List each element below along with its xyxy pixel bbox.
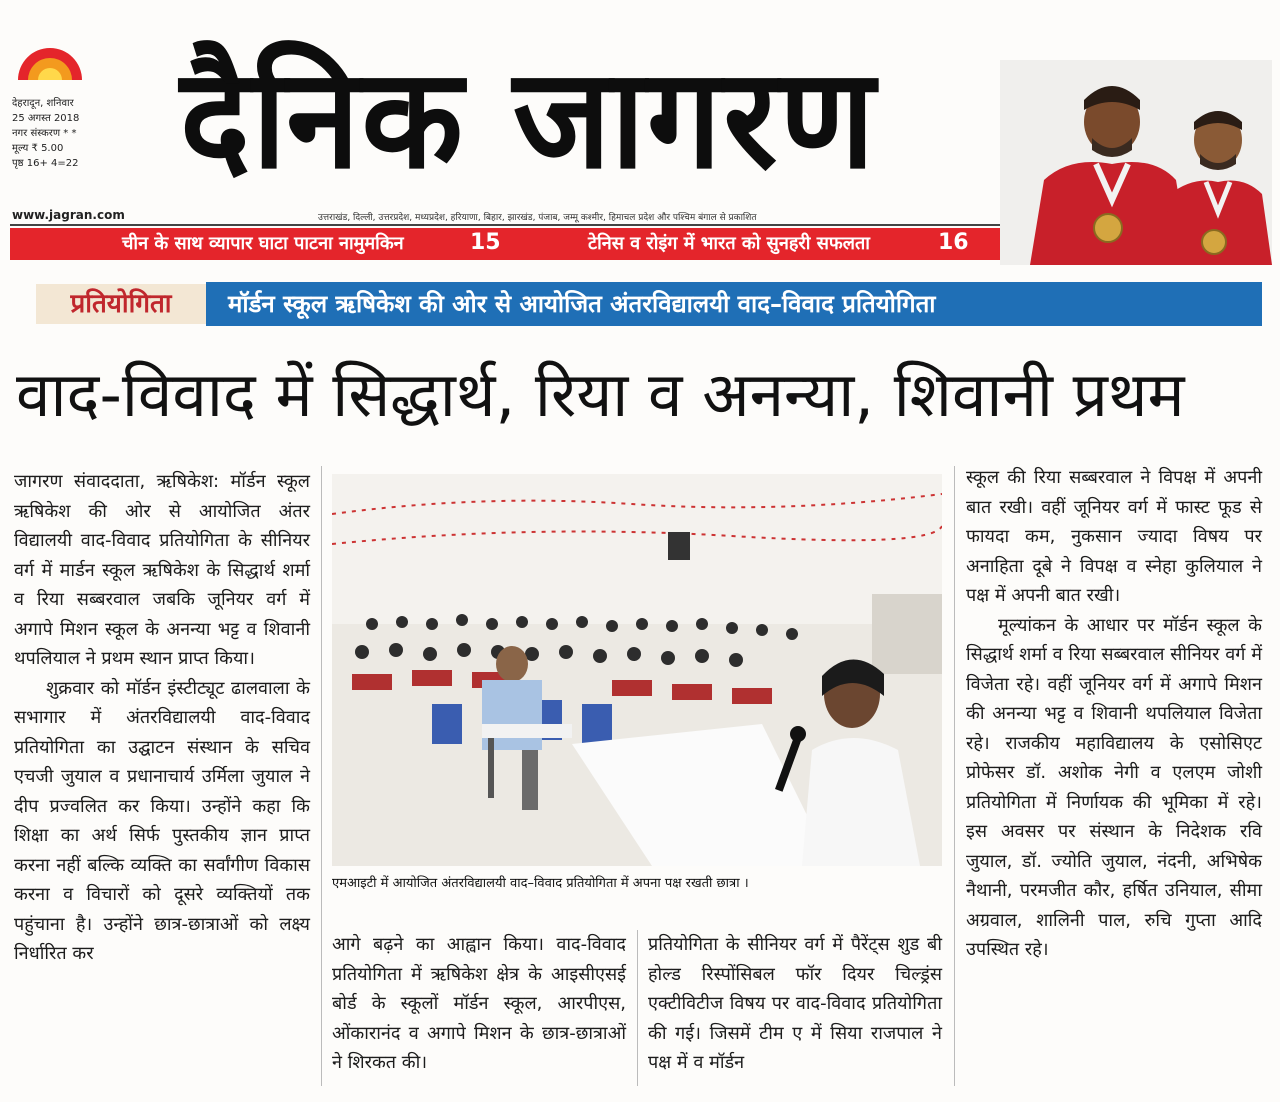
article-paragraph: स्कूल की रिया सब्बरवाल ने विपक्ष में अपनी बात रखी। वहीं जूनियर वर्ग में फास्ट फूड से फायदा कम, नुकसान ज्यादा विषय पर अनाहिता दूबे ने विपक्ष व स्नेहा कुलियाल ने पक्ष में अपनी बात रखी। xyxy=(966,467,1262,606)
top-headline-2[interactable]: टेनिस व रोइंग में भारत को सुनहरी सफलता xyxy=(588,233,870,254)
edition-date: 25 अगस्त 2018 xyxy=(12,113,80,124)
article-paragraph: आगे बढ़ने का आह्वान किया। वाद-विवाद प्रतियोगिता में ऋषिकेश क्षेत्र के आइसीएसई बोर्ड के स्कूलों मॉर्डन स्कूल, आरपीएस, ओंकारानंद व अगापे मिशन के छात्र-छात्राओं ने शिरकत की। xyxy=(332,934,626,1073)
top-headline-2-page: 16 xyxy=(938,230,969,255)
article-column-2 xyxy=(332,930,626,1078)
section-kicker: मॉर्डन स्कूल ऋषिकेश की ओर से आयोजित अंतरविद्यालयी वाद–विवाद प्रतियोगिता xyxy=(206,282,1262,326)
athletes-photo xyxy=(1000,60,1272,265)
article-paragraph: शुक्रवार को मॉर्डन इंस्टीट्यूट ढालवाला के सभागार में अंतरविद्यालयी वाद-विवाद प्रतियोगिता का उद्घाटन संस्थान के सचिव एचजी जुयाल व प्रधानाचार्य उर्मिला जुयाल ने दीप प्रज्वलित कर किया। उन्होंने कहा कि शिक्षा का अर्थ सिर्फ पुस्तकीय ज्ञान प्राप्त करना नहीं बल्कि व्यक्ति का सर्वांगीण विकास करना व विचारों को दूसरे व्यक्तियों तक पहुंचाना है। उन्होंने छात्र-छात्राओं को लक्ष्य निर्धारित कर xyxy=(14,677,310,964)
article-paragraph: मूल्यांकन के आधार पर मॉर्डन स्कूल के सिद्धार्थ शर्मा व रिया सब्बरवाल सीनियर वर्ग में विजेता रहे। वहीं जूनियर वर्ग में अगापे मिशन की अनन्या भट्ट व शिवानी थपलियाल विजेता रहे। राजकीय महाविद्यालय के एसोसिएट प्रोफेसर डॉ. अशोक नेगी व एलएम जोशी प्रतियोगिता में निर्णायक की भूमिका में रहे। इस अवसर पर संस्थान के निदेशक रवि जुयाल, डॉ. ज्योति जुयाल, नंदनी, अभिषेक नैथानी, परमजीत कौर, हर्षित उनियाल, सीमा अग्रवाल, शालिनी पाल, रुचि गुप्ता आदि उपस्थित रहे। xyxy=(966,614,1262,960)
rising-sun-icon xyxy=(14,42,86,82)
athletes-illustration xyxy=(1000,60,1272,265)
section-tag: प्रतियोगिता xyxy=(36,284,206,324)
article-paragraph: जागरण संवाददाता, ऋषिकेश: मॉर्डन स्कूल ऋषिकेश की ओर से आयोजित अंतर विद्यालयी वाद-विवाद प्रतियोगिता के सीनियर वर्ग में मार्डन स्कूल ऋषिकेश के सिद्धार्थ शर्मा व रिया सब्बरवाल जबकि जूनियर वर्ग में अगापे मिशन स्कूल के अनन्या भट्ट व शिवानी थपलियाल ने प्रथम स्थान प्राप्त किया। xyxy=(14,471,310,669)
masthead-title: दैनिक जागरण xyxy=(180,38,877,201)
debate-illustration xyxy=(332,474,942,866)
published-from: उत्तराखंड, दिल्ली, उत्तरप्रदेश, मध्यप्रदेश, हरियाणा, बिहार, झारखंड, पंजाब, जम्मू कश्मीर, हिमाचल प्रदेश और पश्चिम बंगाल से प्रकाशित xyxy=(318,213,757,223)
article-column-1 xyxy=(14,467,310,969)
edition-city-day: देहरादून, शनिवार xyxy=(12,98,74,109)
photo-caption: एमआइटी में आयोजित अंतरविद्यालयी वाद–विवाद प्रतियोगिता में अपना पक्ष रखती छात्रा । xyxy=(332,876,749,891)
main-headline: वाद-विवाद में सिद्धार्थ, रिया व अनन्या, शिवानी प्रथम xyxy=(16,358,1185,431)
column-divider xyxy=(637,930,638,1086)
edition-name: नगर संस्करण * * xyxy=(12,128,77,139)
debate-photo xyxy=(332,474,942,866)
edition-price: मूल्य ₹ 5.00 xyxy=(12,143,64,154)
column-divider xyxy=(321,466,322,1086)
column-divider xyxy=(954,466,955,1086)
edition-pages: पृष्ठ 16+ 4=22 xyxy=(12,158,79,169)
masthead-rule xyxy=(10,224,1000,226)
article-column-3 xyxy=(648,930,942,1078)
article-paragraph: प्रतियोगिता के सीनियर वर्ग में पैरेंट्स शुड बी होल्ड रिस्पोंसिबल फॉर दियर चिल्ड्रंस एक्टीविटीज विषय पर वाद-विवाद प्रतियोगिता की गई। जिसमें टीम ए में सिया राजपाल ने पक्ष में व मॉर्डन xyxy=(648,934,942,1073)
website-link[interactable]: www.jagran.com xyxy=(12,208,125,222)
article-column-4 xyxy=(966,463,1262,965)
top-headline-1[interactable]: चीन के साथ व्यापार घाटा पाटना नामुमकिन xyxy=(122,233,404,254)
top-headline-1-page: 15 xyxy=(470,230,501,255)
edition-info xyxy=(12,96,162,171)
